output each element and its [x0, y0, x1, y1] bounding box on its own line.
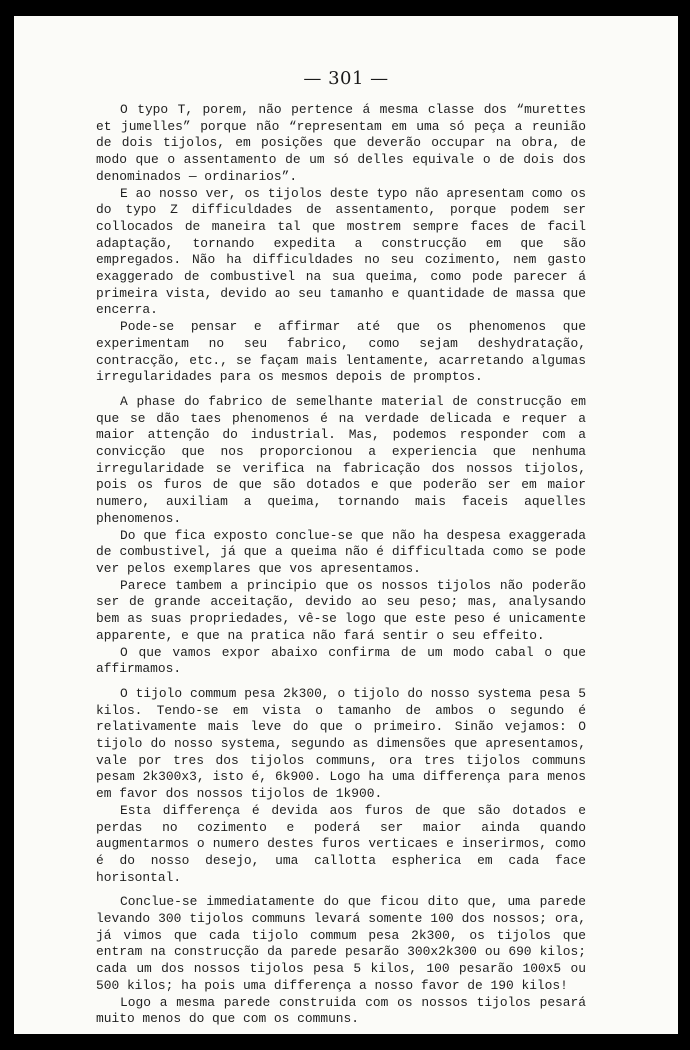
page-number: — 301 — — [303, 68, 389, 89]
paragraph: E ao nosso ver, os tijolos deste typo não apresentam como os do typo Z difficuldades de assentamento, porque podem ser collocados de maneira tal que mostrem sempre faces de facil adaptação, tornando expedita a construcção em que são empregados. Não ha difficuldades no seu cozimento, nem gasto exaggerado de combustivel na sua queima, como pode parecer á primeira vista, devido ao seu tamanho e quantidade de massa que encerra. — [96, 185, 586, 318]
paragraph: Parece tambem a principio que os nossos tijolos não poderão ser de grande acceitação, devido ao seu peso; mas, analysando bem as suas propriedades, vê-se logo que este peso é unicamente apparente, e que na pratica não fará sentir o seu effeito. — [96, 577, 586, 643]
scanned-page — [14, 16, 678, 1034]
paragraph: Conclue-se immediatamente do que ficou dito que, uma parede levando 300 tijolos communs levará somente 100 dos nossos; ora, já vimos que cada tijolo commum pesa 2k300, os tijolos que entram na construcção da parede pesarão 300x2k300 ou 690 kilos; cada um dos nossos tijolos pesa 5 kilos, 100 pesarão 100x5 ou 500 kilos; ha pois uma differença a nosso favor de 190 kilos! — [96, 894, 586, 993]
paragraph: Pode-se pensar e affirmar até que os phenomenos que experimentam no seu fabrico, como sejam deshydratação, contracção, etc., se façam mais lentamente, acarretando algumas irregularidades para os mesmos depois de promptos. — [96, 319, 586, 385]
paragraph: A phase do fabrico de semelhante material de construcção em que se dão taes phenomenos é na verdade delicada e requer a maior attenção do industrial. Mas, podemos responder com a convicção que nos proporcionou a experiencia que nenhuma irregularidade se verifica na fabricação dos nossos tijolos, pois os furos de que são dotados e que poderão ser em maior numero, auxiliam a queima, tornando mais faceis aquelles phenomenos. — [96, 393, 586, 526]
paragraph: Logo a mesma parede construida com os nossos tijolos pesará muito menos do que com os communs. — [96, 994, 586, 1027]
paragraph: O que vamos expor abaixo confirma de um modo cabal o que affirmamos. — [96, 644, 586, 677]
paragraph: Esta differença é devida aos furos de que são dotados e perdas no cozimento e poderá ser maior ainda quando augmentarmos o numero destes furos verticaes e inserirmos, como é do nosso desejo, uma callotta espherica em cada face horisontal. — [96, 802, 586, 885]
body-text — [96, 102, 586, 1028]
paragraph: O typo T, porem, não pertence á mesma classe dos “murettes et jumelles” porque não “representam em uma só peça a reunião de dois tijolos, em posições que deverão occupar na obra, de modo que o assentamento de um só delles equivale o de dois dos denominados — ordinarios”. — [96, 102, 586, 184]
paragraph: Do que fica exposto conclue-se que não ha despesa exaggerada de combustivel, já que a queima não é difficultada como se pode ver pelos exemplares que vos apresentamos. — [96, 527, 586, 576]
paragraph: O tijolo commum pesa 2k300, o tijolo do nosso systema pesa 5 kilos. Tendo-se em vista o tamanho de ambos o segundo é relativamente mais leve do que o primeiro. Sinão vejamos: O tijolo do nosso systema, segundo as dimensões que apresentamos, vale por tres dos tijolos communs, ora tres tijolos communs pesam 2k300x3, isto é, 6k900. Logo ha uma differença para menos em favor dos nossos tijolos de 1k900. — [96, 685, 586, 802]
